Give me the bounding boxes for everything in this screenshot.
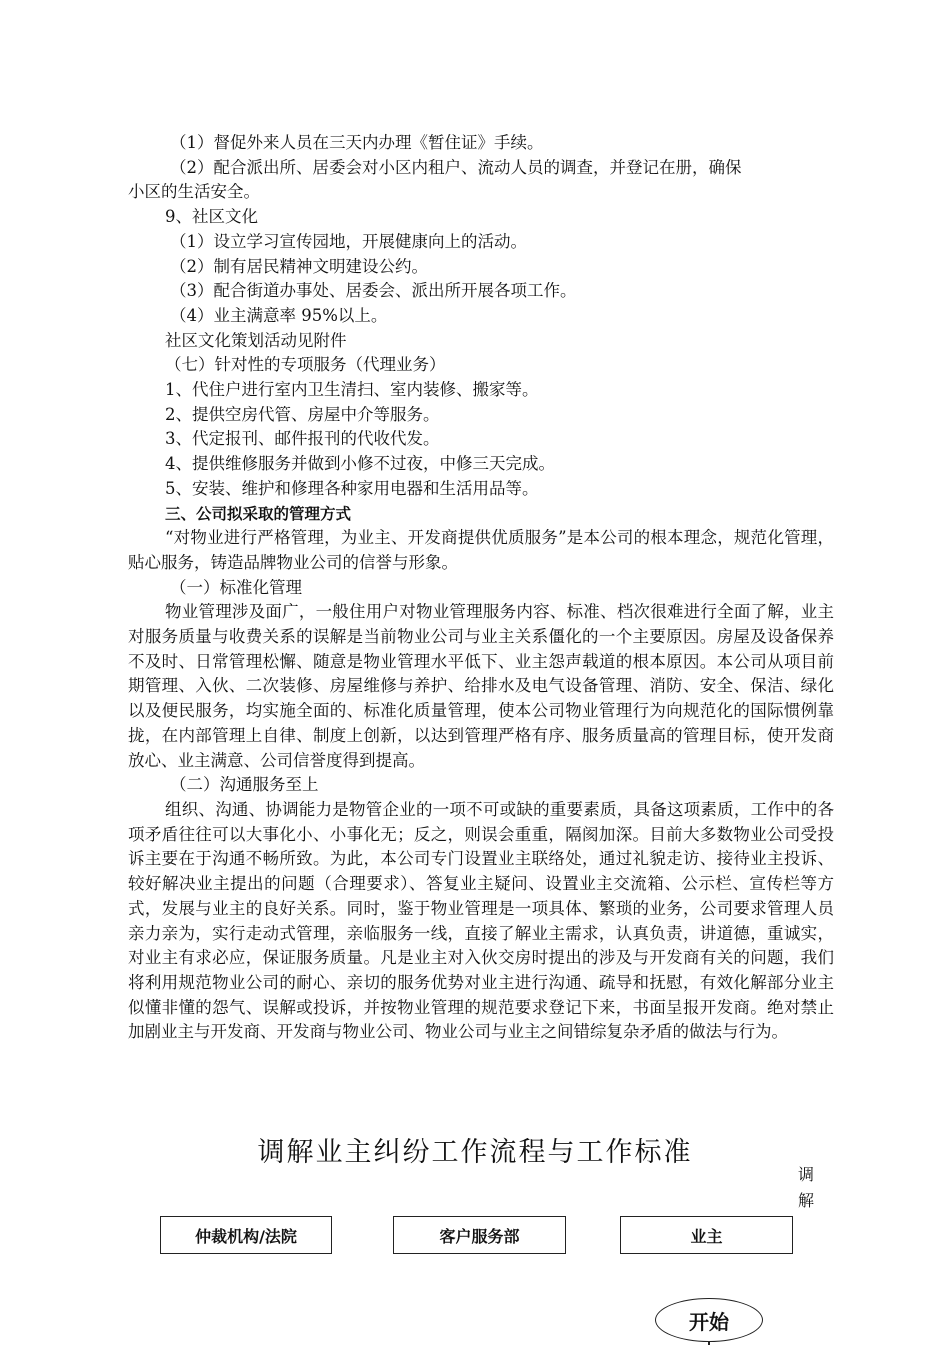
paragraph: 物业管理涉及面广，一般住用户对物业管理服务内容、标准、档次很难进行全面了解，业主对服务质量与收费关系的误解是当前物业公司与业主关系僵化的一个主要原因。房屋及设备保养不及时、日常管理松懈、随意是物业管理水平低下、业主怨声载道的根本原因。本公司从项目前期管理、入伙、二次装修、房屋维修与养护、给排水及电气设备管理、消防、安全、保洁、绿化以及便民服务，均实施全面的、标准化质量管理，使本公司物业管理行为向规范化的国际惯例靠拢，在内部管理上自律、制度上创新，以达到管理严格有序、服务质量高的管理目标，使开发商放心、业主满意、公司信誉度得到提高。 (128, 602, 834, 770)
text-line: 1、代住户进行室内卫生清扫、室内装修、搬家等。 (165, 380, 539, 400)
text-line: （1）督促外来人员在三天内办理《暂住证》手续。 (170, 133, 544, 152)
text-line: （七）针对性的专项服务（代理业务） (165, 355, 446, 375)
text-line: 社区文化策划活动见附件 (165, 330, 347, 350)
text-line: 2、提供空房代管、房屋中介等服务。 (165, 404, 440, 424)
text-line: 小区的生活安全。 (128, 182, 260, 202)
section-heading: 三、公司拟采取的管理方式 (165, 504, 352, 523)
flowchart-side-label (798, 1162, 820, 1214)
lane-customer-service: 客户服务部 (393, 1216, 566, 1254)
text-line: （2）配合派出所、居委会对小区内租户、流动人员的调查，并登记在册，确保 (170, 157, 742, 177)
document-body (128, 131, 834, 1045)
text-line: （1）设立学习宣传园地，开展健康向上的活动。 (170, 231, 527, 251)
lane-owner: 业主 (620, 1216, 793, 1254)
lane-arbitration: 仲裁机构/法院 (160, 1216, 332, 1254)
text-line: （2）制有居民精神文明建设公约。 (170, 256, 428, 276)
text-line: 4、提供维修服务并做到小修不过夜，中修三天完成。 (165, 454, 555, 474)
subsection-heading: （一）标准化管理 (170, 577, 302, 597)
text-line: 5、安装、维护和修理各种家用电器和生活用品等。 (165, 478, 539, 498)
side-label-char: 调 (798, 1165, 815, 1184)
subsection-heading: （二）沟通服务至上 (170, 775, 319, 795)
text-line: 9、社区文化 (165, 207, 258, 227)
paragraph: 组织、沟通、协调能力是物管企业的一项不可或缺的重要素质，具备这项素质，工作中的各项矛盾往往可以大事化小、小事化无；反之，则误会重重，隔阂加深。目前大多数物业公司受投诉主要在于沟通不畅所致。为此，本公司专门设置业主联络处，通过礼貌走访、接待业主投诉、较好解决业主提出的问题（合理要求）、答复业主疑问、设置业主交流箱、公示栏、宣传栏等方式，发展与业主的良好关系。同时，鉴于物业管理是一项具体、繁琐的业务，公司要求管理人员亲力亲为，实行走动式管理，亲临服务一线，直接了解业主需求，认真负责，讲道德，重诚实，对业主有求必应，保证服务质量。凡是业主对入伙交房时提出的涉及与开发商有关的问题，我们将利用规范物业公司的耐心、亲切的服务优势对业主进行沟通、疏导和抚慰，有效化解部分业主似懂非懂的怨气、误解或投诉，并按物业管理的规范要求登记下来，书面呈报开发商。绝对禁止加剧业主与开发商、开发商与物业公司、物业公司与业主之间错综复杂矛盾的做法与行为。 (128, 799, 834, 1042)
flow-start-node: 开始 (655, 1298, 763, 1342)
flowchart-title: 调解业主纠纷工作流程与工作标准 (257, 1137, 693, 1168)
side-label-char: 解 (798, 1191, 815, 1210)
flow-connector (708, 1341, 710, 1345)
section-intro: “对物业进行严格管理，为业主、开发商提供优质服务”是本公司的根本理念，规范化管理，贴心服务，铸造品牌物业公司的信誉与形象。 (128, 528, 834, 572)
text-line: （3）配合街道办事处、居委会、派出所开展各项工作。 (170, 281, 577, 301)
text-line: 3、代定报刊、邮件报刊的代收代发。 (165, 429, 440, 449)
text-line: （4）业主满意率 95%以上。 (170, 305, 388, 325)
